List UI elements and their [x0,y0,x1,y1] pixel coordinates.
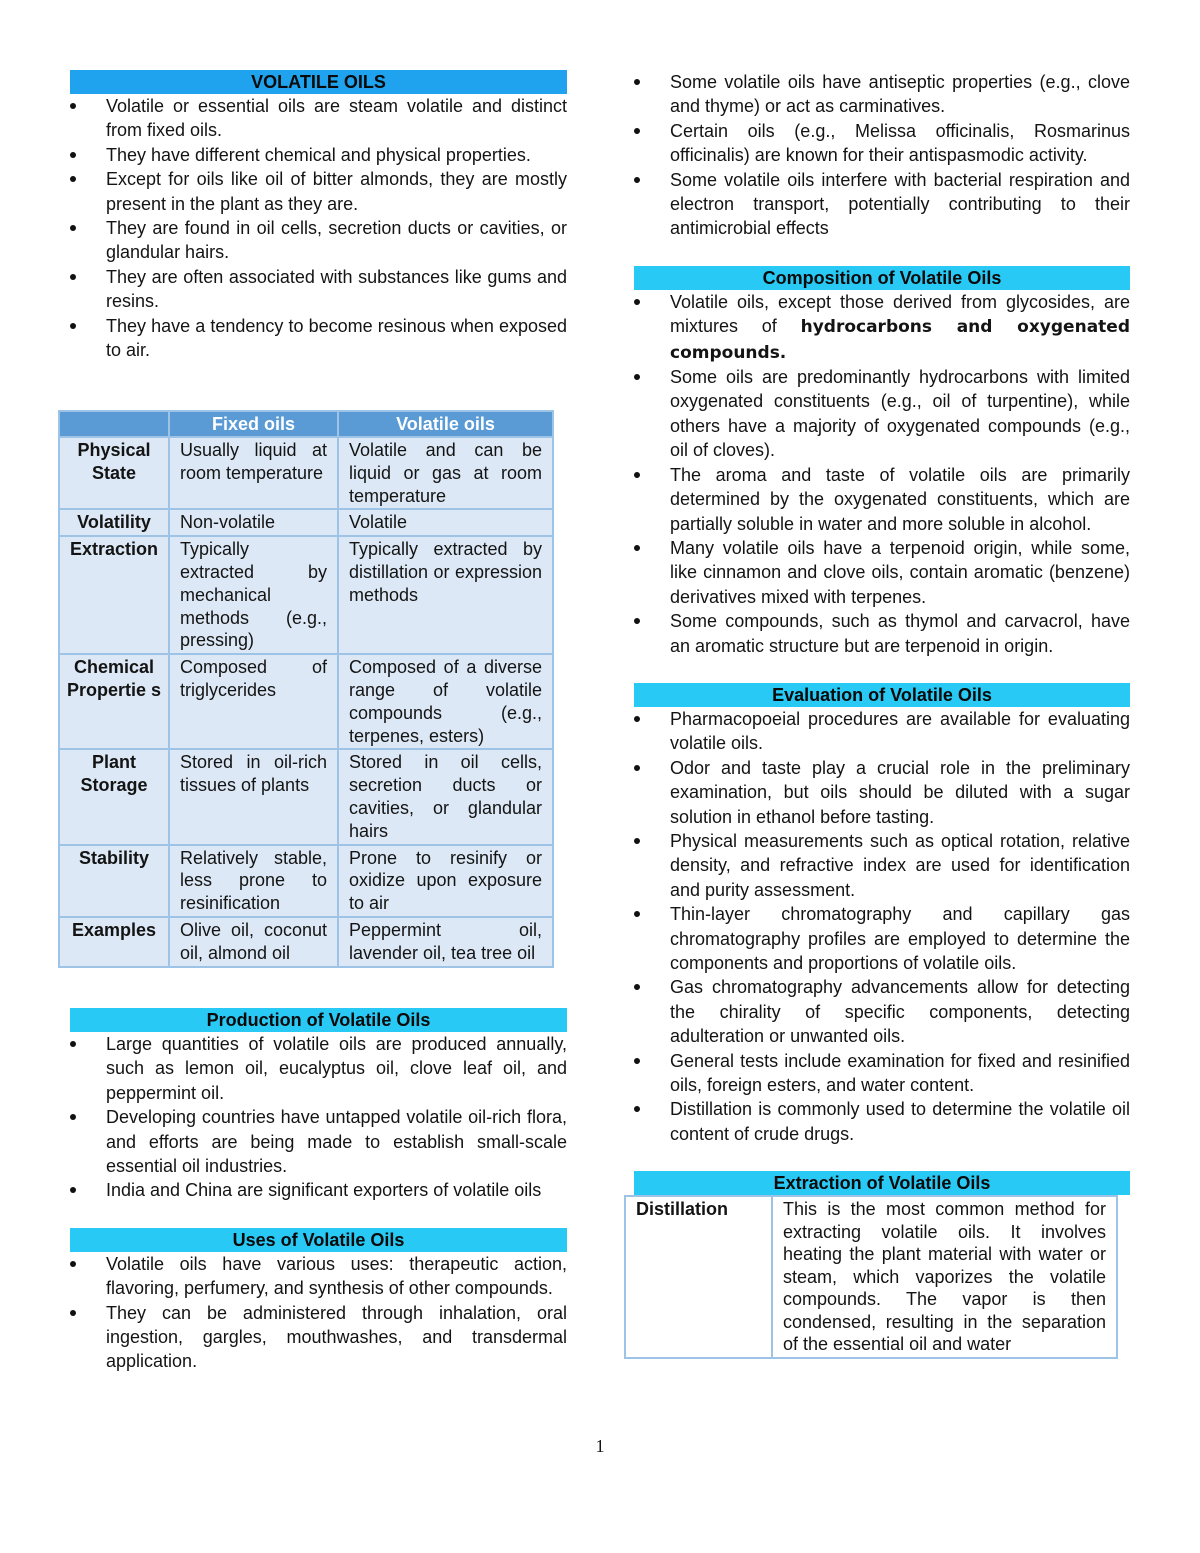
list-item: General tests include examination for fixed and resinified oils, foreign esters, and water content. [634,1049,1130,1098]
list-item: They can be administered through inhalation, oral ingestion, gargles, mouthwashes, and transdermal application. [70,1301,567,1374]
row-label: Extraction [59,536,169,654]
list-item: Pharmacopoeial procedures are available for evaluating volatile oils. [634,707,1130,756]
list-item: Large quantities of volatile oils are produced annually, such as lemon oil, eucalyptus oil, clove leaf oil, and peppermint oil. [70,1032,567,1105]
section-title-extraction: Extraction of Volatile Oils [634,1171,1130,1195]
fixed-cell: Stored in oil-rich tissues of plants [169,749,338,844]
list-item: Volatile oils have various uses: therapeutic action, flavoring, perfumery, and synthesis of other compounds. [70,1252,567,1301]
fixed-cell: Relatively stable, less prone to resinification [169,845,338,917]
bullet-icon [70,225,76,231]
list-item: Thin-layer chromatography and capillary gas chromatography profiles are employed to determine the components and proportions of volatile oils. [634,902,1130,975]
bullet-icon [634,1058,640,1064]
volatile-cell: Composed of a diverse range of volatile compounds (e.g., terpenes, esters) [338,654,553,749]
list-item: Volatile oils, except those derived from glycosides, are mixtures of hydrocarbons and oxygenated compounds. [634,290,1130,365]
bullet-icon [634,545,640,551]
fixed-cell: Non-volatile [169,509,338,536]
volatile-cell: Peppermint oil, lavender oil, tea tree oil [338,917,553,967]
bullet-icon [70,1310,76,1316]
bullet-icon [634,299,640,305]
list-item: The aroma and taste of volatile oils are primarily determined by the oxygenated constituents, which are partially soluble in water and more soluble in alcohol. [634,463,1130,536]
method-label: Distillation [625,1196,772,1358]
fixed-cell: Usually liquid at room temperature [169,437,338,509]
table-header-blank [59,411,169,437]
fixed-cell: Olive oil, coconut oil, almond oil [169,917,338,967]
bullet-icon [70,1041,76,1047]
volatile-cell: Prone to resinify or oxidize upon exposure to air [338,845,553,917]
table-header-row [59,411,553,437]
list-item: Some oils are predominantly hydrocarbons with limited oxygenated constituents (e.g., oil of turpentine), while others have a majority of oxygenated compounds (e.g., oil of cloves). [634,365,1130,463]
bullet-icon [634,177,640,183]
list-item: They are often associated with substances like gums and resins. [70,265,567,314]
list-item: Odor and taste play a crucial role in the preliminary examination, but oils should be diluted with a sugar solution in ethanol before tasting. [634,756,1130,829]
bullet-icon [70,152,76,158]
row-label: Examples [59,917,169,967]
list-item: They are found in oil cells, secretion ducts or cavities, or glandular hairs. [70,216,567,265]
list-item: Some compounds, such as thymol and carvacrol, have an aromatic structure but are terpenoid in origin. [634,609,1130,658]
composition-list [634,290,1130,658]
list-item: Except for oils like oil of bitter almonds, they are mostly present in the plant as they are. [70,167,567,216]
row-label: Stability [59,845,169,917]
bold-term: hydrocarbons and oxygenated compounds. [670,317,1130,363]
method-description: This is the most common method for extracting volatile oils. It involves heating the plant material with water or steam, which vaporizes the volatile compounds. The vapor is then condensed, resulting in the separation of the essential oil and water [772,1196,1117,1358]
table-header-fixed: Fixed oils [169,411,338,437]
bullet-icon [634,765,640,771]
uses-list [70,1252,567,1374]
row-label: Chemical Propertie s [59,654,169,749]
bullet-icon [634,374,640,380]
list-item: Some volatile oils interfere with bacterial respiration and electron transport, potentially contributing to their antimicrobial effects [634,168,1130,241]
section-title-production: Production of Volatile Oils [70,1008,567,1032]
volatile-cell: Stored in oil cells, secretion ducts or cavities, or glandular hairs [338,749,553,844]
table-row [59,437,553,509]
comparison-table [58,410,554,968]
list-item: They have different chemical and physical properties. [70,143,567,167]
bullet-icon [70,1261,76,1267]
section-title-uses: Uses of Volatile Oils [70,1228,567,1252]
list-item: Physical measurements such as optical rotation, relative density, and refractive index are used for identification and purity assessment. [634,829,1130,902]
list-item: India and China are significant exporters of volatile oils [70,1178,567,1202]
bullet-icon [70,176,76,182]
list-item: Gas chromatography advancements allow for detecting the chirality of specific components, detecting adulteration or unwanted oils. [634,975,1130,1048]
extraction-table [624,1195,1118,1359]
table-header-volatile: Volatile oils [338,411,553,437]
fixed-cell: Composed of triglycerides [169,654,338,749]
list-item: Volatile or essential oils are steam volatile and distinct from fixed oils. [70,94,567,143]
volatile-cell: Volatile and can be liquid or gas at room temperature [338,437,553,509]
list-item: Certain oils (e.g., Melissa officinalis, Rosmarinus officinalis) are known for their antispasmodic activity. [634,119,1130,168]
page-number: 1 [595,1436,605,1456]
bullet-icon [634,128,640,134]
table-row [59,654,553,749]
intro-list [70,94,567,362]
bullet-icon [634,618,640,624]
left-column [70,70,567,362]
table-row [59,917,553,967]
bullet-icon [634,79,640,85]
bullet-icon [70,1187,76,1193]
bullet-icon [70,103,76,109]
row-label: Physical State [59,437,169,509]
list-item: Developing countries have untapped volatile oil-rich flora, and efforts are being made to establish small-scale essential oil industries. [70,1105,567,1178]
list-item: Distillation is commonly used to determine the volatile oil content of crude drugs. [634,1097,1130,1146]
right-column [634,70,1130,1359]
row-label: Plant Storage [59,749,169,844]
list-item: They have a tendency to become resinous when exposed to air. [70,314,567,363]
table-row [625,1196,1117,1358]
bullet-icon [634,911,640,917]
bullet-icon [634,984,640,990]
table-row [59,509,553,536]
left-column-lower [70,1008,567,1374]
volatile-cell: Volatile [338,509,553,536]
volatile-cell: Typically extracted by distillation or expression methods [338,536,553,654]
bullet-icon [70,1114,76,1120]
section-title-composition: Composition of Volatile Oils [634,266,1130,290]
bullet-icon [634,716,640,722]
section-title-volatile-oils: VOLATILE OILS [70,70,567,94]
table-row [59,749,553,844]
bullet-icon [70,323,76,329]
evaluation-list [634,707,1130,1146]
bullet-icon [70,274,76,280]
bullet-icon [634,1106,640,1112]
row-label: Volatility [59,509,169,536]
table-row [59,845,553,917]
list-item: Some volatile oils have antiseptic properties (e.g., clove and thyme) or act as carminatives. [634,70,1130,119]
table-row [59,536,553,654]
bullet-icon [634,472,640,478]
section-title-evaluation: Evaluation of Volatile Oils [634,683,1130,707]
production-list [70,1032,567,1203]
uses-list-continued [634,70,1130,241]
bullet-icon [634,838,640,844]
list-item: Many volatile oils have a terpenoid origin, while some, like cinnamon and clove oils, contain aromatic (benzene) derivatives mixed with terpenes. [634,536,1130,609]
fixed-cell: Typically extracted by mechanical methods (e.g., pressing) [169,536,338,654]
